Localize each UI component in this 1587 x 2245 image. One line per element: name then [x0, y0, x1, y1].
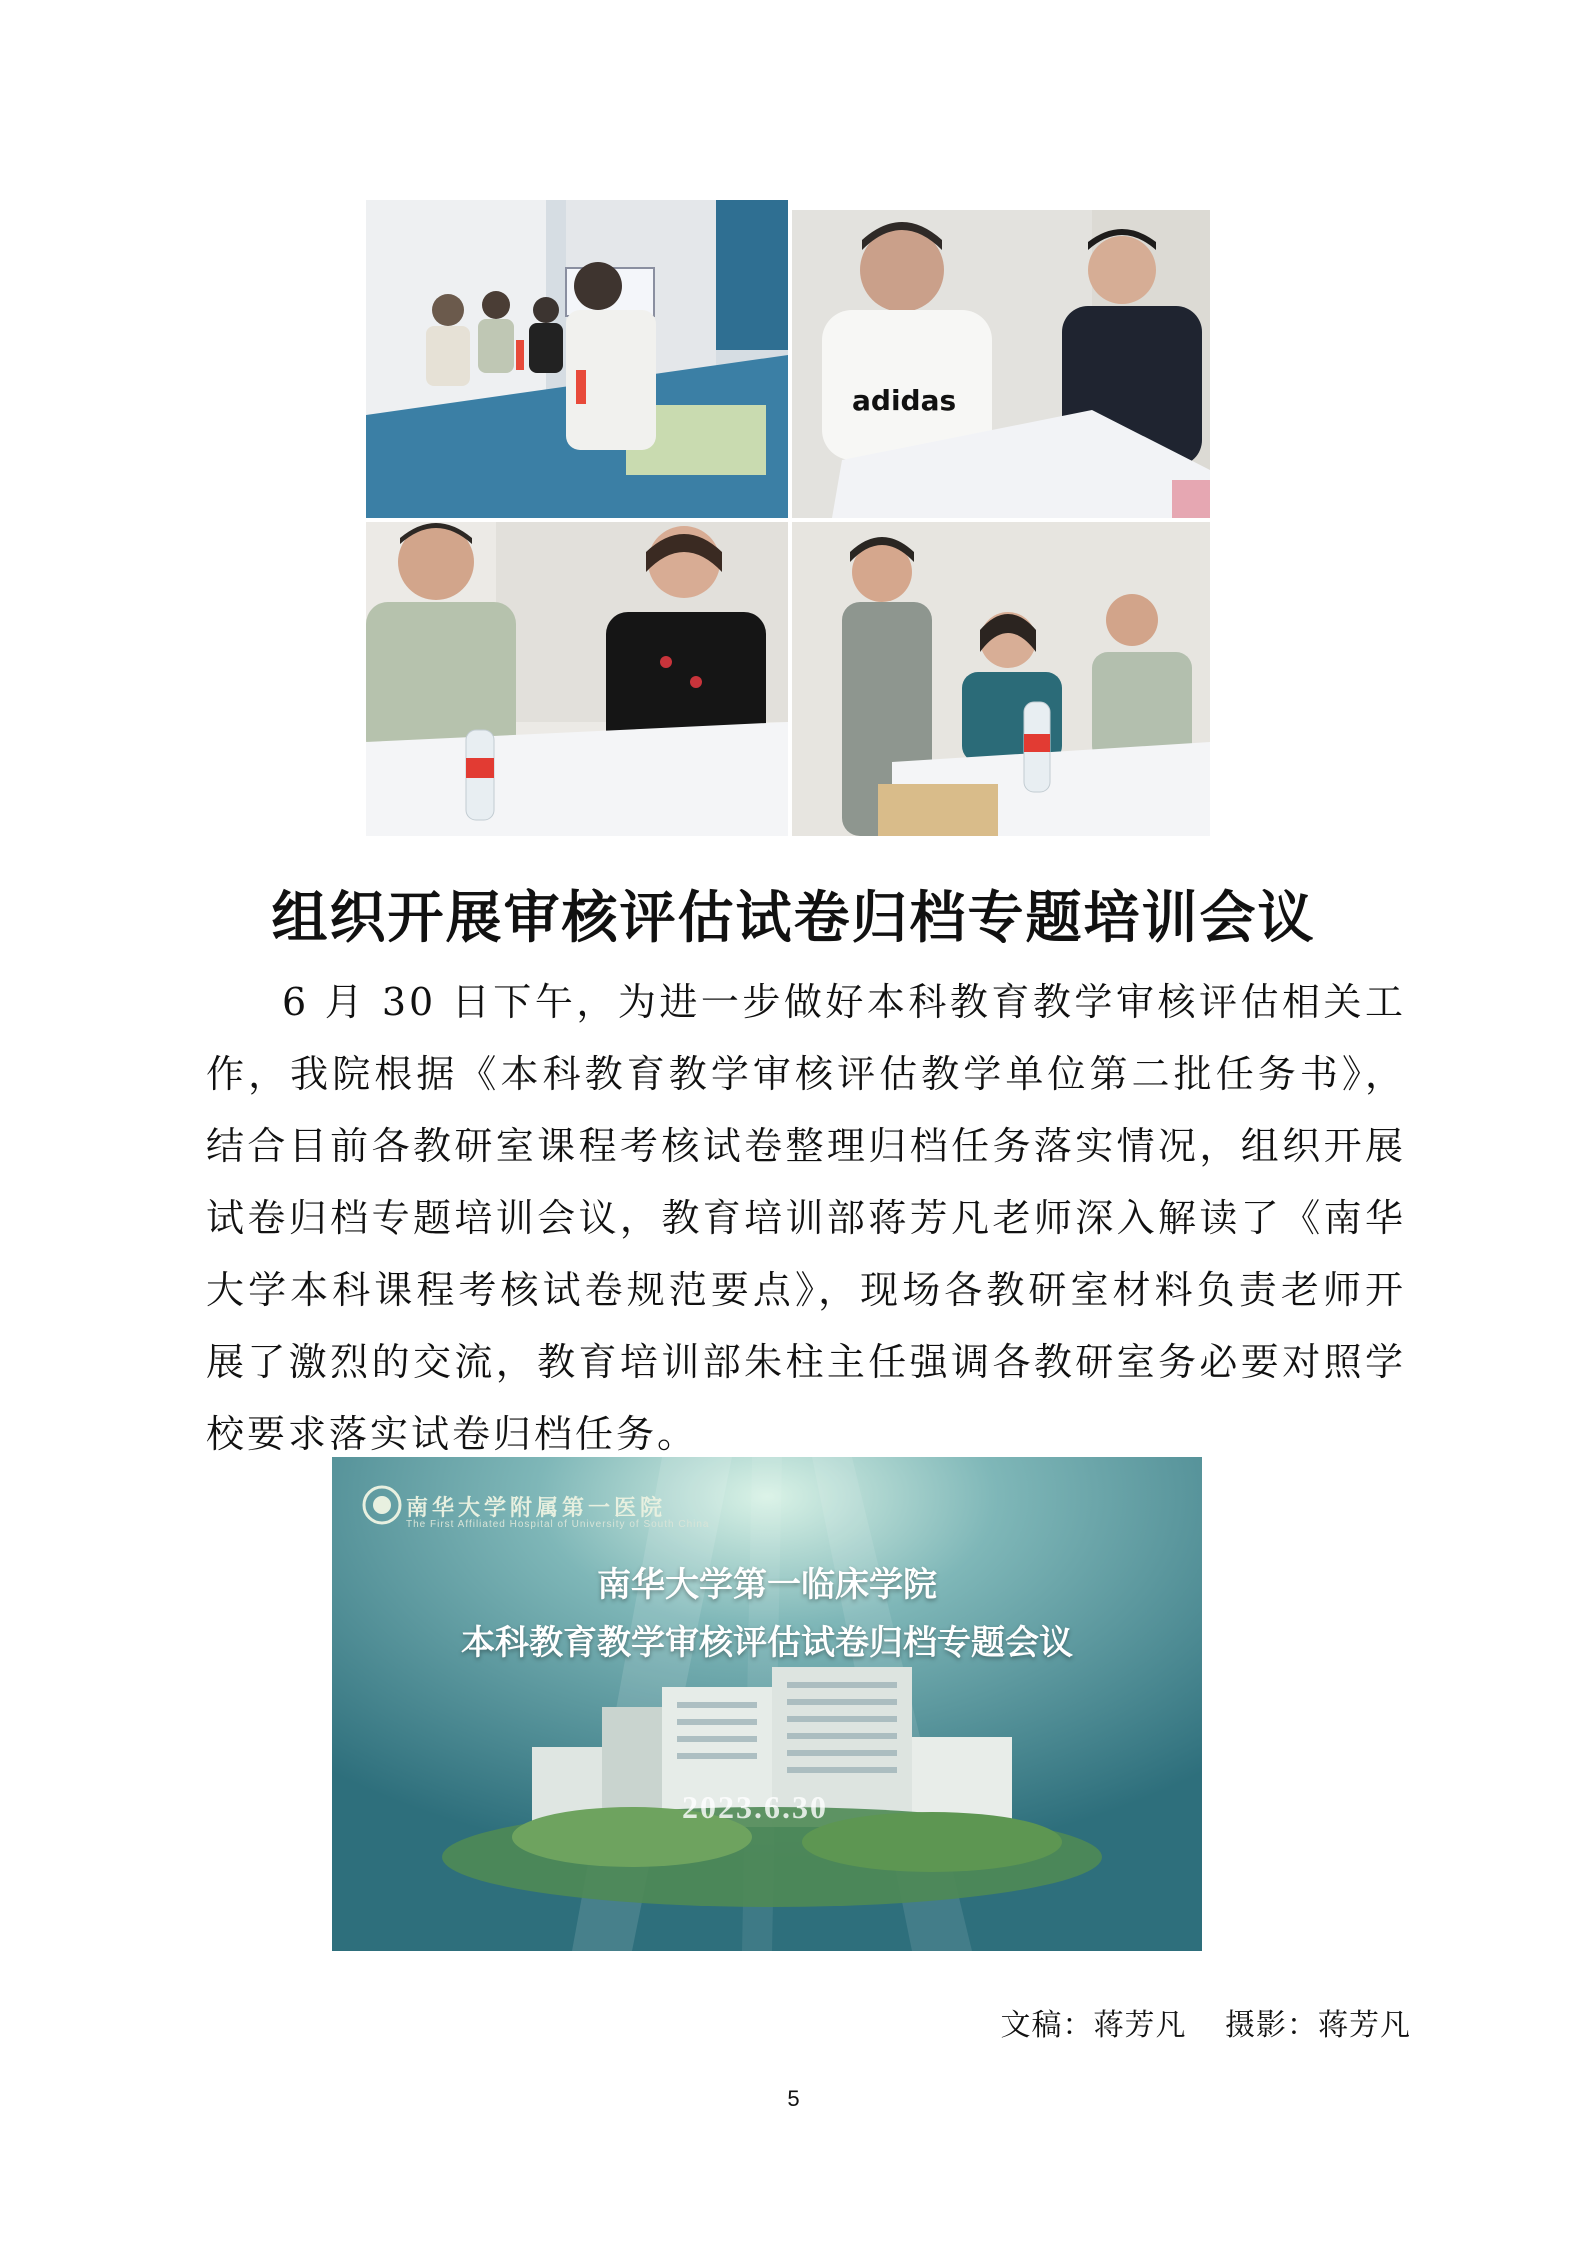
article-credits [1000, 2000, 1411, 2044]
writer-credit: 文稿：蒋芳凡 [1000, 2008, 1187, 2043]
meeting-photo-two-men-reviewing [792, 210, 1210, 518]
hospital-name: 南华大学附属第一医院 [406, 1495, 667, 1521]
banner-background [332, 1457, 1202, 1951]
conference-banner [332, 1457, 1202, 1951]
page-number: 5 [787, 2086, 800, 2111]
banner-meeting-title: 本科教育教学审核评估试卷归档专题会议 [461, 1623, 1073, 1663]
photo-collage [366, 200, 1210, 836]
banner-college-name: 南华大学第一临床学院 [597, 1565, 937, 1605]
banner-date: 2023.6.30 [682, 1789, 828, 1825]
photographer-credit: 摄影：蒋芳凡 [1225, 2008, 1411, 2043]
svg-text:adidas: adidas [852, 384, 957, 417]
article-body: 6 月 30 日下午，为进一步做好本科教育教学审核评估相关工作，我院根据《本科教育教学审核评估教学单位第二批任务书》，结合目前各教研室课程考核试卷整理归档任务落实情况，组织开展试卷归档专题培训会议，教育培训部蒋芳凡老师深入解读了《南华大学本科课程考核试卷规范要点》，现场各教研室材料负责老师开展了激烈的交流，教育培训部朱柱主任强调各教研室务必要对照学校要求落实试卷归档任务。 [206, 980, 1406, 1456]
meeting-photo-man-and-woman [366, 522, 788, 836]
meeting-photo-conference-room [366, 200, 788, 518]
article-title: 组织开展审核评估试卷归档专题培训会议 [271, 885, 1316, 951]
hospital-name-english: The First Affiliated Hospital of University of South China [406, 1519, 710, 1530]
meeting-photo-group-reading [792, 522, 1210, 836]
